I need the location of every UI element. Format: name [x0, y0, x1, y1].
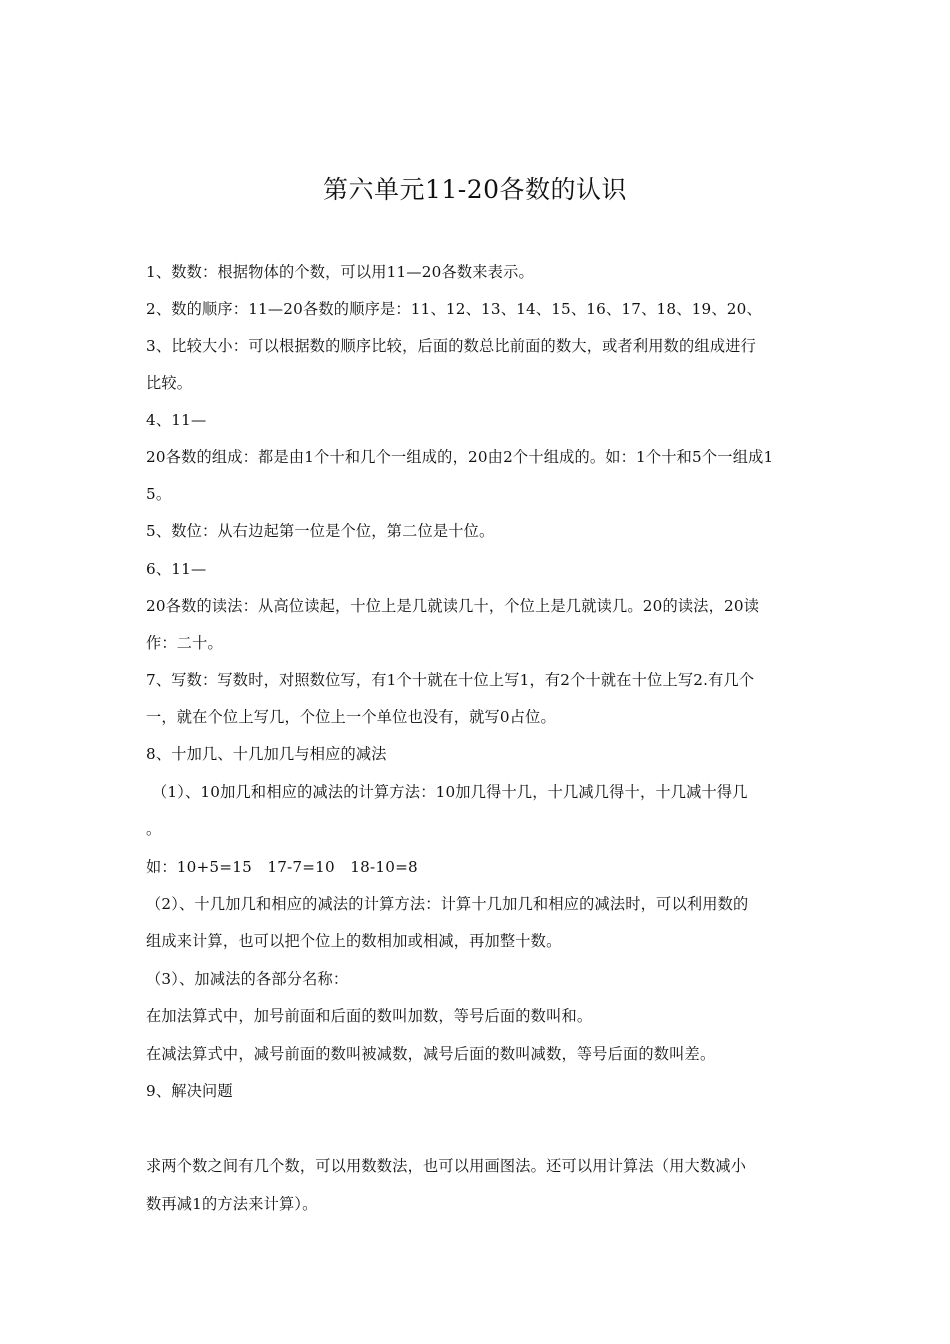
paragraph-line: 一，就在个位上写几，个位上一个单位也没有，就写0占位。 — [146, 708, 556, 726]
paragraph-line: 2、数的顺序：11—20各数的顺序是：11、12、13、14、15、16、17、18、19、20、 — [146, 300, 762, 318]
paragraph-line: 20各数的读法：从高位读起，十位上是几就读几十，个位上是几就读几。20的读法，20读 — [146, 597, 760, 615]
paragraph-line: 比较。 — [146, 374, 193, 392]
paragraph-line: 9、解决问题 — [146, 1082, 233, 1100]
paragraph-line: 求两个数之间有几个数，可以用数数法，也可以用画图法。还可以用计算法（用大数减小 — [146, 1157, 747, 1175]
paragraph-line: 8、十加几、十几加几与相应的减法 — [146, 745, 387, 763]
paragraph-line: 。 — [146, 820, 162, 838]
paragraph-line: 4、11— — [146, 411, 207, 429]
paragraph-line: （3）、加减法的各部分名称： — [146, 970, 349, 988]
paragraph-line: 在减法算式中，减号前面的数叫被减数，减号后面的数叫减数，等号后面的数叫差。 — [146, 1045, 716, 1063]
paragraph-line: 6、11— — [146, 560, 207, 578]
paragraph-line: 数再减1的方法来计算）。 — [146, 1195, 318, 1213]
paragraph-line: 作：二十。 — [146, 634, 223, 652]
paragraph-line: 5、数位：从右边起第一位是个位，第二位是十位。 — [146, 522, 495, 540]
paragraph-line: 1、数数：根据物体的个数，可以用11—20各数来表示。 — [146, 263, 534, 281]
paragraph-line: 如：10+5=15 17-7=10 18-10=8 — [146, 858, 418, 876]
paragraph-line: （2）、十几加几和相应的减法的计算方法：计算十几加几和相应的减法时，可以利用数的 — [146, 895, 749, 913]
document-title: 第六单元11-20各数的认识 — [322, 175, 628, 204]
paragraph-line: 在加法算式中，加号前面和后面的数叫加数，等号后面的数叫和。 — [146, 1007, 593, 1025]
paragraph-line: （1）、10加几和相应的减法的计算方法：10加几得十几，十几减几得十，十几减十得几 — [152, 783, 748, 801]
paragraph-line: 组成来计算，也可以把个位上的数相加或相减，再加整十数。 — [146, 932, 562, 950]
paragraph-line: 5。 — [146, 485, 172, 503]
paragraph-line: 3、比较大小：可以根据数的顺序比较，后面的数总比前面的数大，或者利用数的组成进行 — [146, 337, 756, 355]
paragraph-line: 20各数的组成：都是由1个十和几个一组成的，20由2个十组成的。如：1个十和5个一组成1 — [146, 448, 774, 466]
paragraph-line: 7、写数：写数时，对照数位写，有1个十就在十位上写1，有2个十就在十位上写2.有几个 — [146, 671, 755, 689]
